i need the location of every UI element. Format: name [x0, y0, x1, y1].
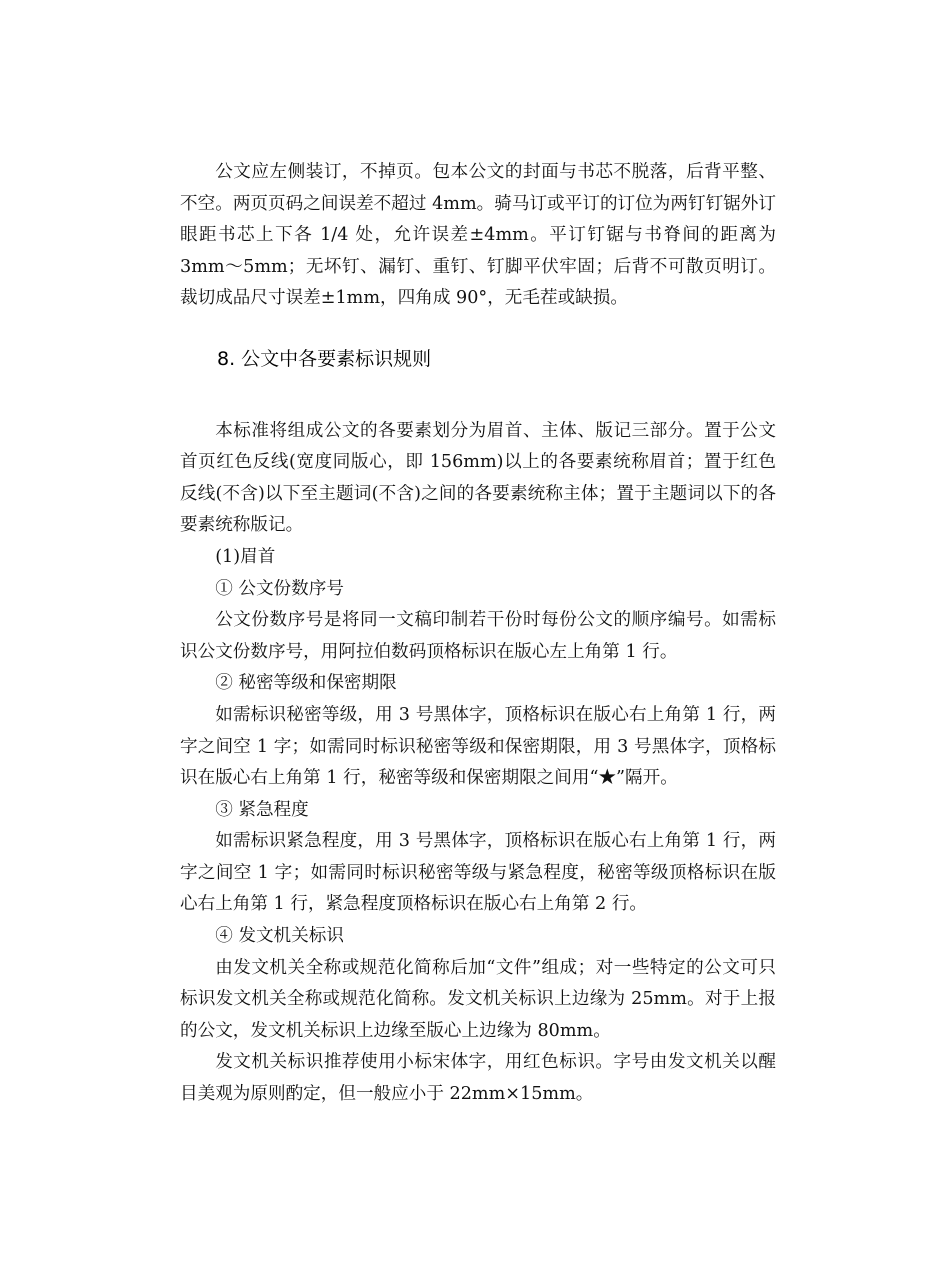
item-title-urgency: ③ 紧急程度	[215, 799, 309, 820]
binding-paragraph: 公文应左侧装订，不掉页。包本公文的封面与书芯不脱落，后背平整、不空。两页页码之间误差不超过 4mm。骑马订或平订的订位为两钉钉锯外订眼距书芯上下各 1/4 处，允许误差±4mm。平订钉锯与书脊间的距离为 3mm～5mm；无坏钉、漏钉、重钉、钉脚平伏牢固；后背不可散页明订。裁切成品尺寸误差±1mm，四角成 90°，无毛茬或缺损。	[180, 162, 776, 309]
document-body	[180, 157, 776, 1111]
item-title-serial-number: ① 公文份数序号	[215, 578, 344, 599]
item-title-issuer-mark: ④ 发文机关标识	[215, 926, 344, 947]
subsection-title: (1)眉首	[215, 546, 276, 567]
item-text-issuer-font: 发文机关标识推荐使用小标宋体字，用红色标识。字号由发文机关以醒目美观为原则酌定，但一般应小于 22mm×15mm。	[180, 1052, 776, 1105]
intro-paragraph: 本标准将组成公文的各要素划分为眉首、主体、版记三部分。置于公文首页红色反线(宽度同版心，即 156mm)以上的各要素统称眉首；置于红色反线(不含)以下至主题词(不含)之间的各要素统称主体；置于主题词以下的各要素统称版记。	[180, 420, 776, 536]
item-title-secrecy-level: ② 秘密等级和保密期限	[215, 673, 397, 694]
section-heading: 8. 公文中各要素标识规则	[217, 347, 432, 370]
item-text-secrecy-level: 如需标识秘密等级，用 3 号黑体字，顶格标识在版心右上角第 1 行，两字之间空 1 字；如需同时标识秘密等级和保密期限，用 3 号黑体字，顶格标识在版心右上角第 1 行，秘密等级和保密期限之间用“★”隔开。	[180, 704, 776, 789]
item-text-urgency: 如需标识紧急程度，用 3 号黑体字，顶格标识在版心右上角第 1 行，两字之间空 1 字；如需同时标识秘密等级与紧急程度，秘密等级顶格标识在版心右上角第 1 行，紧急程度顶格标识在版心右上角第 2 行。	[180, 831, 776, 915]
item-text-issuer-mark: 由发文机关全称或规范化简称后加“文件”组成；对一些特定的公文可只标识发文机关全称或规范化简称。发文机关标识上边缘为 25mm。对于上报的公文，发文机关标识上边缘至版心上边缘为 80mm。	[180, 957, 776, 1041]
item-text-serial-number: 公文份数序号是将同一文稿印制若干份时每份公文的顺序编号。如需标识公文份数序号，用阿拉伯数码顶格标识在版心左上角第 1 行。	[180, 610, 776, 662]
